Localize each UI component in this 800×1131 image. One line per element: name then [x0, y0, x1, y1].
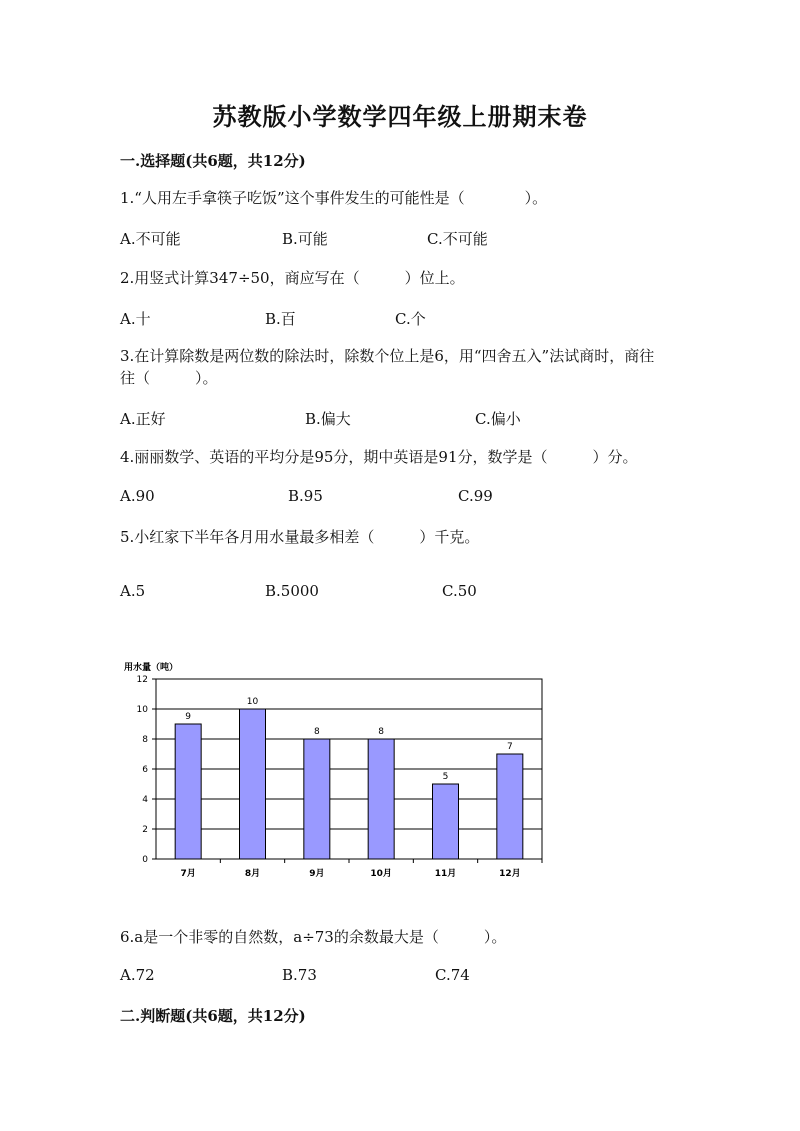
y-tick-label: 10 [136, 705, 148, 715]
y-axis-title: 用水量（吨） [124, 663, 179, 673]
x-tick-label: 7月 [180, 869, 196, 879]
q5-option-a: A.5 [120, 582, 146, 600]
bar [304, 739, 330, 859]
y-tick-label: 0 [142, 855, 148, 865]
bar-data-label: 7 [506, 742, 513, 752]
question-1: 1.“人用左手拿筷子吃饭”这个事件发生的可能性是（ ）。 [120, 189, 548, 207]
bar-data-label: 10 [246, 697, 259, 707]
bar [433, 784, 459, 859]
bar-data-label: 9 [185, 712, 192, 722]
page-title: 苏教版小学数学四年级上册期末卷 [212, 102, 588, 131]
q2-option-b: B.百 [265, 310, 296, 328]
q4-option-b: B.95 [288, 487, 323, 505]
q5-option-b: B.5000 [265, 582, 319, 600]
x-tick-label: 9月 [309, 869, 325, 879]
y-tick-label: 12 [136, 675, 148, 685]
y-tick-label: 6 [142, 765, 148, 775]
q2-option-c: C.个 [395, 310, 426, 328]
question-5: 5.小红家下半年各月用水量最多相差（ ）千克。 [120, 528, 480, 546]
x-tick-label: 10月 [370, 869, 392, 879]
y-tick-label: 4 [142, 795, 148, 805]
q6-option-c: C.74 [435, 966, 470, 984]
question-6: 6.a是一个非零的自然数，a÷73的余数最大是（ ）。 [120, 928, 507, 946]
water-usage-bar-chart [120, 658, 560, 888]
question-4: 4.丽丽数学、英语的平均分是95分，期中英语是91分，数学是（ ）分。 [120, 448, 638, 466]
bar [175, 724, 201, 859]
q6-option-b: B.73 [282, 966, 317, 984]
question-3: 3.在计算除数是两位数的除法时，除数个位上是6，用“四舍五入”法试商时，商往往（ ）。 [120, 347, 655, 387]
q1-option-a: A.不可能 [120, 230, 181, 248]
y-tick-label: 8 [142, 735, 148, 745]
bar-data-label: 8 [378, 727, 385, 737]
x-tick-label: 11月 [434, 869, 457, 879]
q2-option-a: A.十 [120, 310, 151, 328]
q3-option-b: B.偏大 [305, 410, 351, 428]
question-2: 2.用竖式计算347÷50，商应写在（ ）位上。 [120, 269, 465, 287]
bar-data-label: 8 [313, 727, 320, 737]
bar-data-label: 5 [442, 772, 449, 782]
q1-option-c: C.不可能 [427, 230, 488, 248]
q3-option-a: A.正好 [120, 410, 166, 428]
q4-option-c: C.99 [458, 487, 493, 505]
q3-option-c: C.偏小 [475, 410, 521, 428]
section-heading-judge: 二.判断题(共6题，共12分) [120, 1007, 306, 1025]
q1-option-b: B.可能 [282, 230, 328, 248]
q5-option-c: C.50 [442, 582, 477, 600]
y-tick-label: 2 [142, 825, 148, 835]
q6-option-a: A.72 [120, 966, 155, 984]
x-tick-label: 8月 [244, 869, 261, 879]
bar [368, 739, 394, 859]
x-tick-label: 12月 [499, 869, 521, 879]
bar [497, 754, 523, 859]
q4-option-a: A.90 [120, 487, 155, 505]
bar [240, 709, 266, 859]
section-heading-choice: 一.选择题(共6题，共12分) [120, 152, 306, 170]
